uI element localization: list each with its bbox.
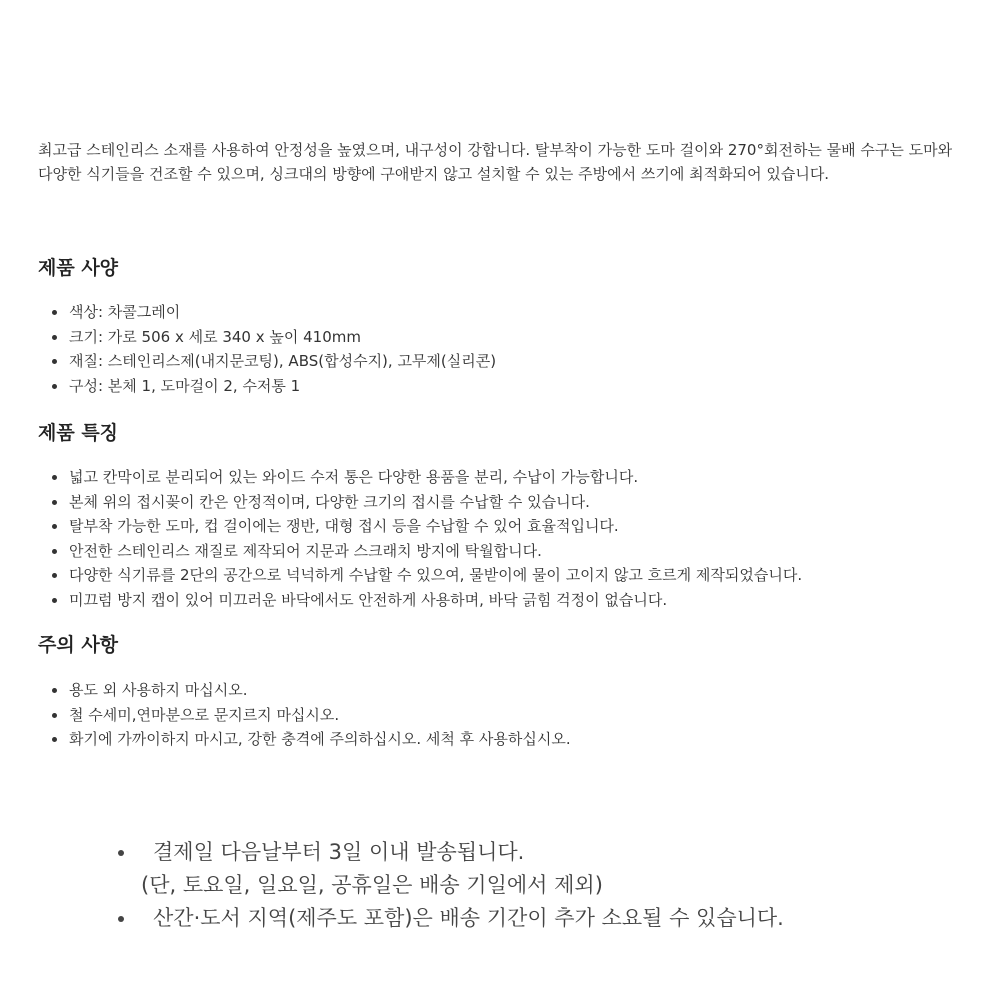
features-list	[52, 465, 802, 612]
spec-item-size: 크기: 가로 506 x 세로 340 x 높이 410mm	[52, 325, 496, 350]
feature-item: 본체 위의 접시꽂이 칸은 안정적이며, 다양한 크기의 접시를 수납할 수 있습니다.	[52, 490, 802, 515]
shipping-item-dispatch	[112, 836, 784, 902]
spec-item-color: 색상: 차콜그레이	[52, 300, 496, 325]
feature-item: 넓고 칸막이로 분리되어 있는 와이드 수저 통은 다양한 용품을 분리, 수납이 가능합니다.	[52, 465, 802, 490]
shipping-notice	[112, 836, 784, 935]
cautions-list	[52, 678, 571, 752]
shipping-item-remote-areas: 산간·도서 지역(제주도 포함)은 배송 기간이 추가 소요될 수 있습니다.	[112, 902, 784, 935]
spec-item-components: 구성: 본체 1, 도마걸이 2, 수저통 1	[52, 374, 496, 399]
cautions-heading: 주의 사항	[38, 634, 119, 656]
features-heading: 제품 특징	[38, 422, 119, 444]
specs-heading: 제품 사양	[38, 257, 119, 279]
feature-item: 탈부착 가능한 도마, 컵 걸이에는 쟁반, 대형 접시 등을 수납할 수 있어 효율적입니다.	[52, 514, 802, 539]
spec-item-material: 재질: 스테인리스제(내지문코팅), ABS(합성수지), 고무제(실리콘)	[52, 349, 496, 374]
caution-item: 철 수세미,연마분으로 문지르지 마십시오.	[52, 703, 571, 728]
caution-item: 화기에 가까이하지 마시고, 강한 충격에 주의하십시오. 세척 후 사용하십시오.	[52, 727, 571, 752]
shipping-dispatch-text: 결제일 다음날부터 3일 이내 발송됩니다.	[153, 840, 525, 864]
feature-item: 미끄럼 방지 캡이 있어 미끄러운 바닥에서도 안전하게 사용하며, 바닥 긁힘 걱정이 없습니다.	[52, 588, 802, 613]
feature-item: 안전한 스테인리스 재질로 제작되어 지문과 스크래치 방지에 탁월합니다.	[52, 539, 802, 564]
specs-list	[52, 300, 496, 398]
shipping-exception-note: (단, 토요일, 일요일, 공휴일은 배송 기일에서 제외)	[141, 873, 603, 897]
caution-item: 용도 외 사용하지 마십시오.	[52, 678, 571, 703]
product-description: 최고급 스테인리스 소재를 사용하여 안정성을 높였으며, 내구성이 강합니다. 탈부착이 가능한 도마 걸이와 270°회전하는 물배 수구는 도마와 다양한 식기들을 건조할 수 있으며, 싱크대의 방향에 구애받지 않고 설치할 수 있는 주방에서 쓰기에 최적화되어 있습니다.	[38, 141, 953, 183]
feature-item: 다양한 식기류를 2단의 공간으로 넉넉하게 수납할 수 있으여, 물받이에 물이 고이지 않고 흐르게 제작되었습니다.	[52, 563, 802, 588]
